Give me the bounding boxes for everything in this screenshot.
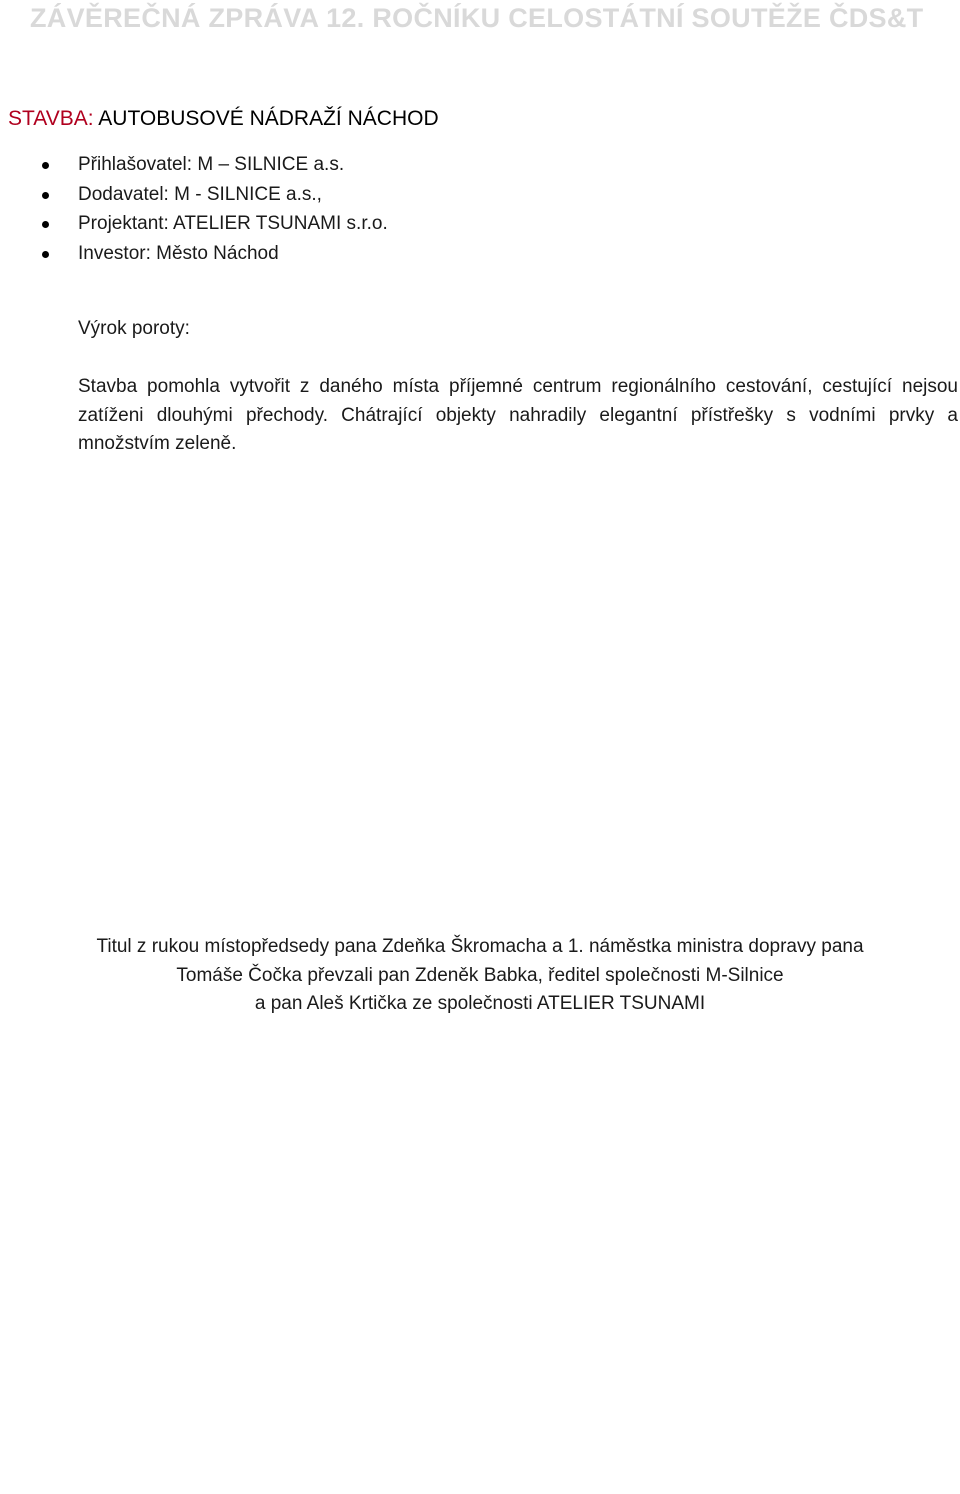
jury-verdict-label: Výrok poroty: [78, 318, 190, 339]
project-heading-name: AUTOBUSOVÉ NÁDRAŽÍ NÁCHOD [98, 107, 439, 130]
project-heading [8, 107, 439, 131]
info-supplier: Dodavatel: M - SILNICE a.s., [78, 183, 322, 205]
info-designer: Projektant: ATELIER TSUNAMI s.r.o. [78, 213, 388, 234]
list-item [0, 152, 388, 182]
list-item [0, 241, 388, 271]
project-heading-label: STAVBA: [8, 107, 94, 130]
list-item [0, 211, 388, 241]
caption-line-3: a pan Aleš Krtička ze společnosti ATELIER TSUNAMI [254, 993, 706, 1014]
bullet-icon [42, 192, 49, 199]
bullet-icon [42, 221, 49, 228]
report-header-title: ZÁVĚREČNÁ ZPRÁVA 12. ROČNÍKU CELOSTÁTNÍ SOUTĚŽE ČDS&T [30, 3, 924, 33]
bullet-icon [42, 251, 49, 258]
project-info-list [0, 152, 388, 270]
bullet-icon [42, 162, 49, 169]
info-applicant: Přihlašovatel: M – SILNICE a.s. [78, 154, 345, 175]
jury-verdict-text: Stavba pomohla vytvořit z daného místa příjemné centrum regionálního cestování, cestující nejsou zatíženi dlouhými přechody. Chátrající objekty nahradily elegantní přístřešky s vodními prvky a množstvím zeleně. [78, 376, 958, 454]
caption-line-2: Tomáše Čočka převzali pan Zdeněk Babka, ředitel společnosti M-Silnice [176, 964, 784, 986]
info-investor: Investor: Město Náchod [78, 242, 279, 264]
list-item [0, 182, 388, 212]
award-caption [0, 933, 960, 1019]
caption-line-1: Titul z rukou místopředsedy pana Zdeňka Škromacha a 1. náměstka ministra dopravy pana [96, 936, 864, 957]
